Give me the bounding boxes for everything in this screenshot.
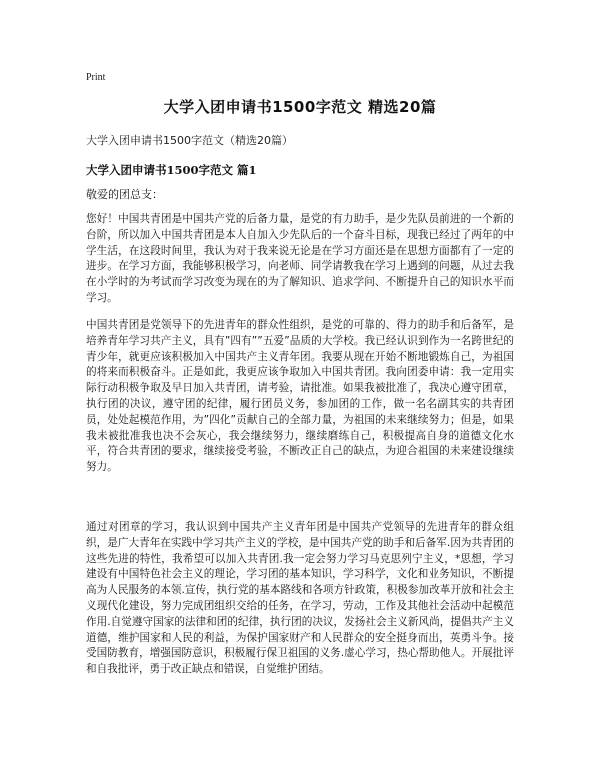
- salutation: 敬爱的团总支：: [86, 188, 163, 201]
- paragraph-1: 您好！中国共青团是中国共产党的后备力量，是党的有力助手，是少先队员前进的一个新的台阶，所以加入中国共青团是本人自加入少先队后的一个奋斗目标，现我已经过了两年的中学生活，在这段时间里，我认为对于我来说无论是在学习方面还是在思想方面都有了一定的进步。在学习方面，我能够积极学习，向老师、同学请教我在学习上遇到的问题，从过去我在小学时的为考试而学习改变为现在的为了解知识、追求学问、不断提升自己的知识水平而学习。: [86, 213, 514, 304]
- paragraph-3: 通过对团章的学习，我认识到中国共产主义青年团是中国共产党领导的先进青年的群众组织，是广大青年在实践中学习共产主义的学校，是中国共产党的助手和后备军.因为共青团的这些先进的特性，我希望可以加入共青团.我一定会努力学习马克思列宁主义，*思想，学习建设有中国特色社会主义的理论，学习团的基本知识，学习科学，文化和业务知识，不断提高为人民服务的本领.宣传，执行党的基本路线和各项方针政策，积极参加改革开放和社会主义现代化建设，努力完成团组织交给的任务，在学习，劳动，工作及其他社会活动中起模范作用.自觉遵守国家的法律和团的纪律，执行团的决议，发扬社会主义新风尚，提倡共产主义道德，维护国家和人民的利益，为保护国家财产和人民群众的安全挺身而出，英勇斗争。接受国防教育，增强国防意识，积极履行保卫祖国的义务.虚心学习，热心帮助他人。开展批评和自我批评，勇于改正缺点和错误，自觉维护团结。: [86, 521, 514, 676]
- document-subtitle: 大学入团申请书1500字范文（精选20篇）: [86, 134, 293, 147]
- document-title: 大学入团申请书1500字范文 精选20篇: [163, 98, 437, 116]
- print-label: Print: [86, 72, 106, 83]
- paragraph-2: 中国共青团是党领导下的先进青年的群众性组织，是党的可靠的、得力的助手和后备军，是培养青年学习共产主义，具有”四有””五爱”品质的大学校。我已经认识到作为一名跨世纪的青少年，就更应该积极加入中国共产主义青年团。我要从现在开始不断地锻炼自己，为祖国的将来而积极奋斗。正是如此，我更应该争取加入中国共青团。我向团委申请：我一定用实际行动积极争取及早日加入共青团，请考验，请批准。如果我被批准了，我决心遵守团章，执行团的决议，遵守团的纪律，履行团员义务，参加团的工作，做一名名副其实的共青团员，处处起模范作用，为”四化”贡献自己的全部力量，为祖国的未来继续努力；但是，如果我未被批准我也决不会灰心，我会继续努力，继续磨练自己，积极提高自身的道德文化水平，符合共青团的要求，继续接受考验，不断改正自己的缺点，为迎合祖国的未来建设继续努力。: [86, 319, 514, 474]
- section-heading: 大学入团申请书1500字范文 篇1: [86, 163, 257, 177]
